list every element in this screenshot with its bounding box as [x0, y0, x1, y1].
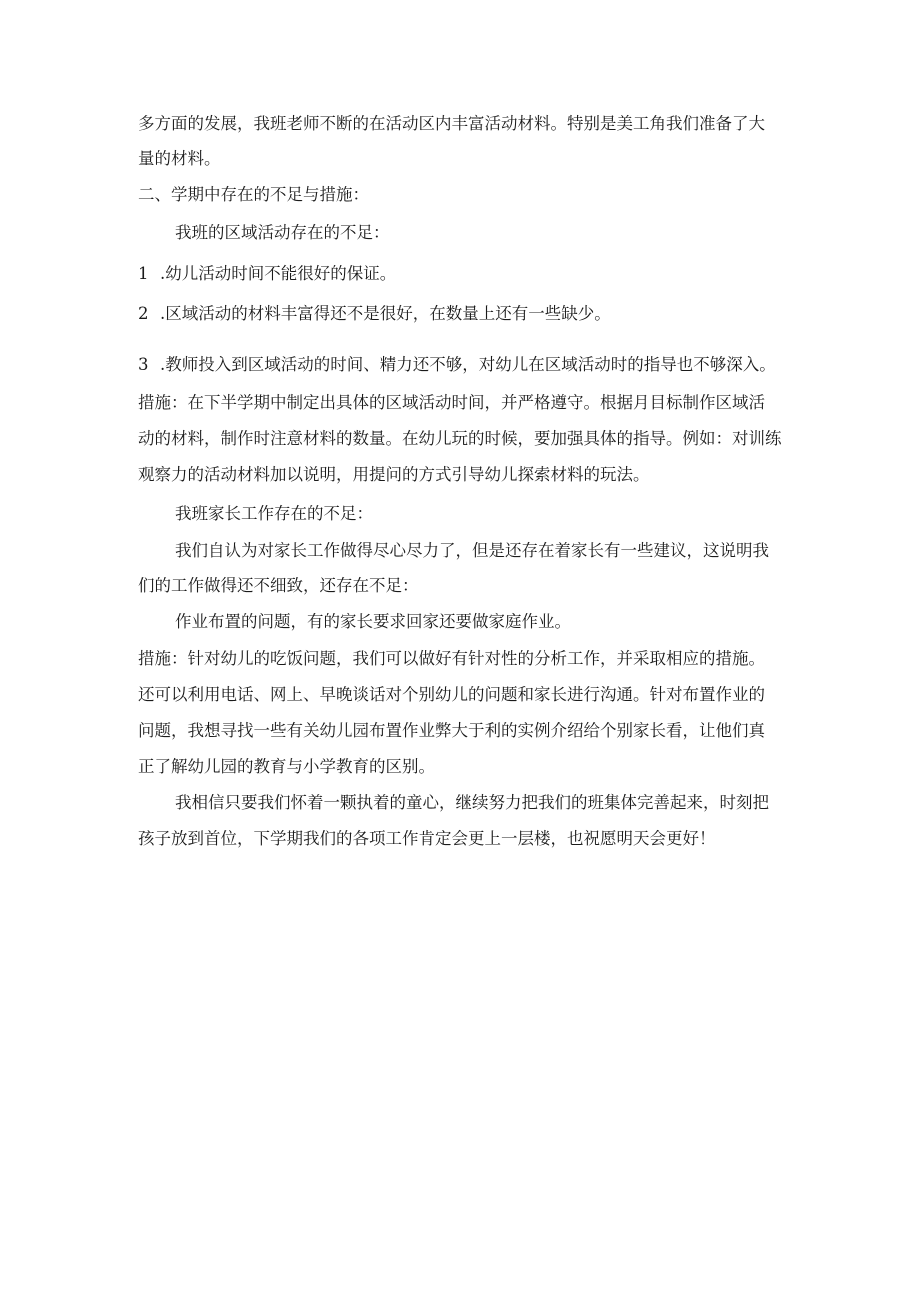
list-item — [138, 354, 776, 376]
paragraph-line: 我相信只要我们怀着一颗执着的童心，继续努力把我们的班集体完善起来，时刻把 — [175, 793, 769, 812]
list-number: 1 — [138, 264, 149, 283]
paragraph-line: 动的材料，制作时注意材料的数量。在幼儿玩的时候，要加强具体的指导。例如：对训练 — [138, 429, 782, 448]
list-number: 2 — [138, 304, 149, 323]
paragraph-line: 措施：针对幼儿的吃饭问题，我们可以做好有针对性的分析工作，并采取相应的措施。 — [138, 649, 765, 668]
section-heading: 二、学期中存在的不足与措施： — [138, 185, 369, 204]
paragraph-line: 孩子放到首位，下学期我们的各项工作肯定会更上一层楼，也祝愿明天会更好！ — [138, 829, 716, 848]
paragraph-line: 措施：在下半学期中制定出具体的区域活动时间，并严格遵守。根据月目标制作区域活 — [138, 393, 765, 412]
list-item-text: .区域活动的材料丰富得还不是很好，在数量上还有一些缺少。 — [160, 304, 611, 323]
paragraph-line: 我们自认为对家长工作做得尽心尽力了，但是还存在着家长有一些建议，这说明我 — [175, 541, 769, 560]
list-item — [138, 263, 396, 285]
paragraph-line: 多方面的发展，我班老师不断的在活动区内丰富活动材料。特别是美工角我们准备了大 — [138, 114, 765, 133]
subheading: 我班家长工作存在的不足： — [175, 504, 373, 523]
list-item-text: .教师投入到区域活动的时间、精力还不够，对幼儿在区域活动时的指导也不够深入。 — [160, 355, 776, 374]
paragraph-line: 观察力的活动材料加以说明，用提问的方式引导幼儿探索材料的玩法。 — [138, 465, 650, 484]
subheading: 我班的区域活动存在的不足： — [175, 223, 390, 242]
paragraph-line: 正了解幼儿园的教育与小学教育的区别。 — [138, 757, 435, 776]
list-item — [138, 303, 611, 325]
paragraph-line: 作业布置的问题，有的家长要求回家还要做家庭作业。 — [175, 612, 571, 631]
paragraph-line: 量的材料。 — [138, 149, 221, 168]
paragraph-line: 问题，我想寻找一些有关幼儿园布置作业弊大于利的实例介绍给个别家长看，让他们真 — [138, 721, 765, 740]
list-number: 3 — [138, 355, 149, 374]
paragraph-line: 还可以利用电话、网上、早晚谈话对个别幼儿的问题和家长进行沟通。针对布置作业的 — [138, 685, 765, 704]
list-item-text: .幼儿活动时间不能很好的保证。 — [160, 264, 397, 283]
paragraph-line: 们的工作做得还不细致，还存在不足： — [138, 576, 419, 595]
